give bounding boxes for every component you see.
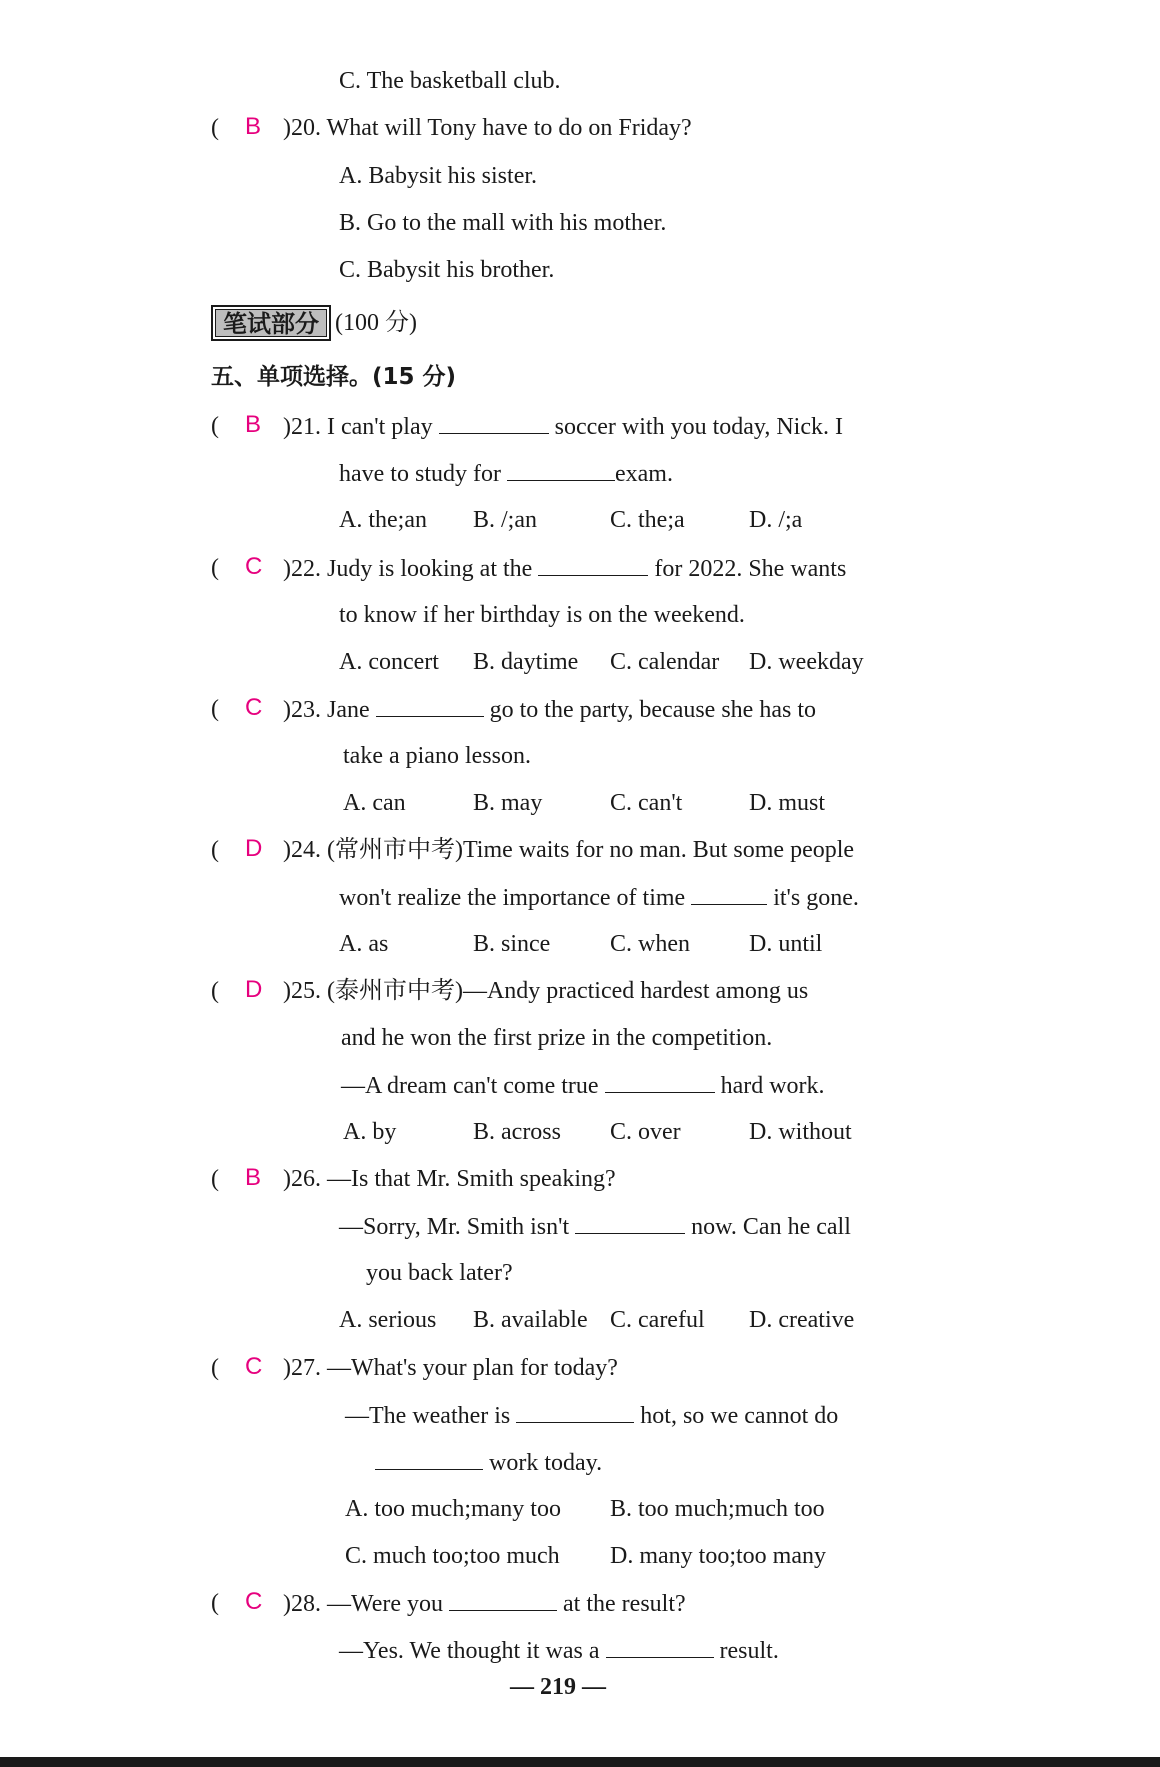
q27-option-c: C. much too;too much [345, 1543, 560, 1569]
q22-line1 [283, 553, 846, 584]
q27-line2 [345, 1400, 838, 1431]
q21-text-d: exam. [614, 461, 673, 487]
q25-line3 [341, 1070, 825, 1101]
written-part-score: (100 分) [335, 310, 417, 336]
q26-option-b: B. available [473, 1307, 588, 1333]
q27-text-b: hot, so we cannot do [634, 1403, 839, 1429]
q24-option-d: D. until [749, 931, 823, 957]
q27-option-a: A. too much;many too [345, 1496, 561, 1522]
answer-blank [691, 882, 767, 905]
q20-option-c: C. Babysit his brother. [339, 257, 555, 283]
q22-option-d: D. weekday [749, 649, 864, 675]
q23-text-b: go to the party, because she has to [483, 697, 816, 723]
answer-blank [376, 694, 484, 717]
q23-text-a: )23. Jane [283, 697, 376, 723]
q27-option-b: B. too much;much too [610, 1496, 825, 1522]
q28-line1 [283, 1588, 686, 1619]
q27-line3 [375, 1447, 602, 1478]
q26-answer: B [245, 1164, 262, 1191]
q25-option-d: D. without [749, 1119, 852, 1145]
written-part-label: 笔试部分 [215, 309, 327, 337]
open-paren: ( [211, 696, 219, 722]
q28-text-a: )28. —Were you [283, 1591, 450, 1617]
answer-blank [575, 1211, 685, 1234]
q21-option-d: D. /;a [749, 507, 803, 533]
q26-line3: you back later? [366, 1260, 513, 1286]
q24-line1: )24. (常州市中考)Time waits for no man. But some people [283, 837, 855, 863]
open-paren: ( [211, 837, 219, 863]
q23-option-b: B. may [473, 790, 543, 816]
open-paren: ( [211, 555, 219, 581]
q26-text-b: now. Can he call [685, 1214, 851, 1240]
q28-answer: C [245, 1588, 263, 1615]
answer-blank [439, 411, 549, 434]
q22-text-b: for 2022. She wants [648, 556, 847, 582]
answer-blank [516, 1400, 634, 1423]
section-title: 五、单项选择。(15 分) [211, 364, 457, 390]
q25-text-a: —A dream can't come true [341, 1073, 605, 1099]
q21-option-b: B. /;an [473, 507, 537, 533]
q28-text-b: at the result? [557, 1591, 686, 1617]
q25-answer: D [245, 976, 263, 1003]
q26-option-c: C. careful [610, 1307, 705, 1333]
q21-option-a: A. the;an [339, 507, 427, 533]
bottom-border [0, 1757, 1160, 1767]
q20-option-a: A. Babysit his sister. [339, 163, 538, 189]
q21-text-a: )21. I can't play [283, 414, 439, 440]
q22-option-c: C. calendar [610, 649, 720, 675]
page-number: — 219 — [510, 1674, 606, 1700]
q24-text-a: won't realize the importance of time [339, 885, 692, 911]
open-paren: ( [211, 978, 219, 1004]
q23-option-c: C. can't [610, 790, 683, 816]
answer-blank [605, 1070, 715, 1093]
q25-option-c: C. over [610, 1119, 681, 1145]
q21-line2 [339, 458, 673, 489]
open-paren: ( [211, 1355, 219, 1381]
q22-answer: C [245, 553, 263, 580]
written-part-label-box [211, 305, 331, 341]
q21-option-c: C. the;a [610, 507, 685, 533]
q27-option-d: D. many too;too many [610, 1543, 826, 1569]
q23-line1 [283, 694, 816, 725]
q24-option-a: A. as [339, 931, 389, 957]
q24-line2 [339, 882, 859, 913]
q21-text-b: soccer with you today, Nick. I [548, 414, 843, 440]
q24-option-c: C. when [610, 931, 690, 957]
q24-option-b: B. since [473, 931, 551, 957]
q26-option-a: A. serious [339, 1307, 437, 1333]
q22-option-b: B. daytime [473, 649, 579, 675]
q25-text-b: hard work. [714, 1073, 825, 1099]
q22-option-a: A. concert [339, 649, 439, 675]
q23-option-a: A. can [343, 790, 406, 816]
answer-blank [538, 553, 648, 576]
open-paren: ( [211, 115, 219, 141]
open-paren: ( [211, 1166, 219, 1192]
q19-option-c: C. The basketball club. [339, 68, 561, 94]
q27-text-a: —The weather is [345, 1403, 517, 1429]
q26-line2 [339, 1211, 851, 1242]
q20-answer: B [245, 113, 262, 140]
q23-line2: take a piano lesson. [343, 743, 531, 769]
q27-line1: )27. —What's your plan for today? [283, 1355, 618, 1381]
q28-text-c: —Yes. We thought it was a [339, 1638, 606, 1664]
open-paren: ( [211, 413, 219, 439]
q28-text-d: result. [713, 1638, 779, 1664]
q28-line2 [339, 1635, 779, 1666]
q27-text-c: work today. [483, 1450, 603, 1476]
q21-answer: B [245, 411, 262, 438]
q20-stem: )20. What will Tony have to do on Friday? [283, 115, 692, 141]
q26-line1: )26. —Is that Mr. Smith speaking? [283, 1166, 616, 1192]
answer-blank [606, 1635, 714, 1658]
q20-option-b: B. Go to the mall with his mother. [339, 210, 667, 236]
q21-text-c: have to study for [339, 461, 507, 487]
q24-text-b: it's gone. [767, 885, 859, 911]
q25-option-a: A. by [343, 1119, 397, 1145]
q23-answer: C [245, 694, 263, 721]
q26-option-d: D. creative [749, 1307, 855, 1333]
q26-text-a: —Sorry, Mr. Smith isn't [339, 1214, 576, 1240]
q27-answer: C [245, 1353, 263, 1380]
q25-option-b: B. across [473, 1119, 561, 1145]
q22-text-a: )22. Judy is looking at the [283, 556, 539, 582]
open-paren: ( [211, 1590, 219, 1616]
q21-line1 [283, 411, 843, 442]
answer-blank [507, 458, 615, 481]
q24-answer: D [245, 835, 263, 862]
answer-blank [449, 1588, 557, 1611]
q22-line2: to know if her birthday is on the weekend. [339, 602, 745, 628]
q25-line1: )25. (泰州市中考)—Andy practiced hardest among us [283, 978, 809, 1004]
q23-option-d: D. must [749, 790, 826, 816]
answer-blank [375, 1447, 483, 1470]
q25-line2: and he won the first prize in the competition. [341, 1025, 773, 1051]
